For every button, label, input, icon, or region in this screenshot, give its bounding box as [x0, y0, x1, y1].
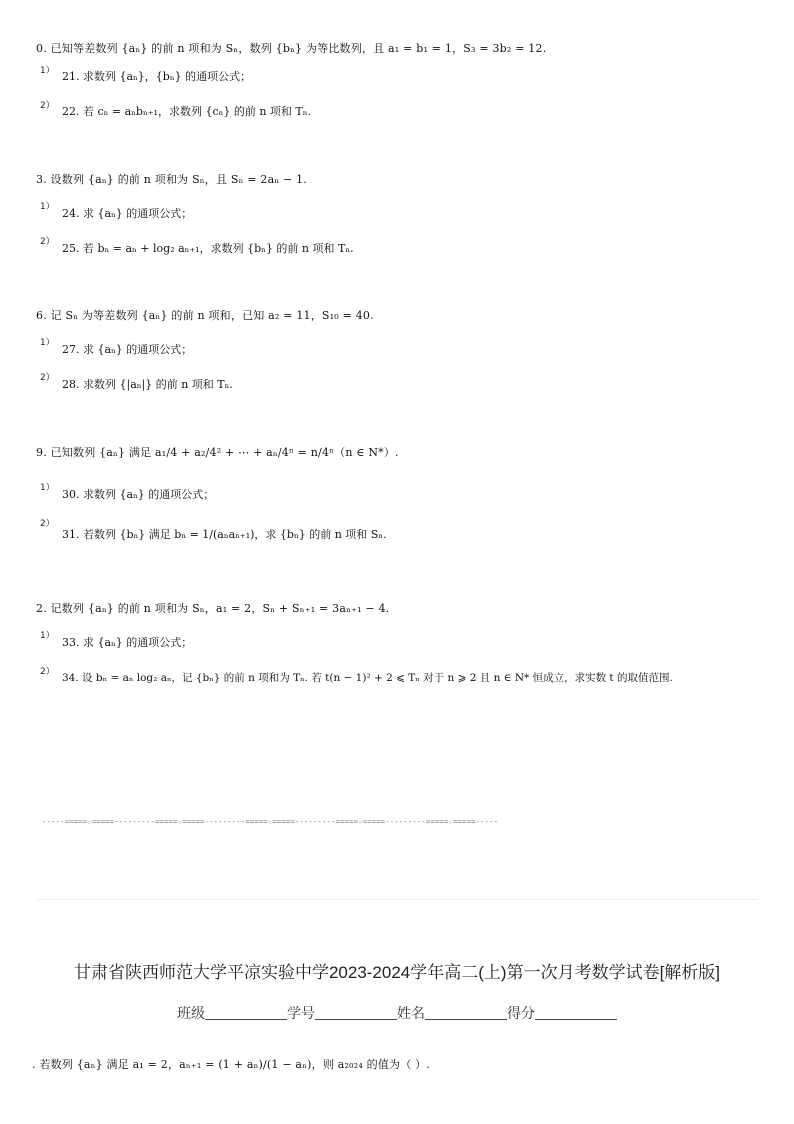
subproblem: 30. 求数列 {aₙ} 的通项公式；	[62, 488, 215, 501]
name-label: 姓名	[397, 1005, 425, 1021]
part-marker: 1）	[40, 202, 55, 212]
problem-stem: . 若数列 {aₙ} 满足 a₁ = 2，aₙ₊₁ = (1 + aₙ)/(1 − aₙ)，则 a₂₀₂₄ 的值为（ ）.	[32, 1058, 431, 1071]
problem-stem: 2. 记数列 {aₙ} 的前 n 项和为 Sₙ，a₁ = 2，Sₙ + Sₙ₊₁ = 3aₙ₊₁ − 4.	[36, 602, 390, 615]
class-blank	[205, 1007, 287, 1020]
divider	[36, 899, 758, 900]
problem-stem: 0. 已知等差数列 {aₙ} 的前 n 项和为 Sₙ，数列 {bₙ} 为等比数列，且 a₁ = b₁ = 1，S₃ = 3b₂ = 12.	[36, 42, 547, 55]
score-blank	[535, 1007, 617, 1020]
part-marker: 1）	[40, 483, 55, 493]
subproblem: 28. 求数列 {|aₙ|} 的前 n 项和 Tₙ.	[62, 378, 233, 391]
part-marker: 2）	[40, 101, 55, 111]
part-marker: 1）	[40, 66, 55, 76]
score-label: 得分	[507, 1005, 535, 1021]
subproblem: 24. 求 {aₙ} 的通项公式；	[62, 207, 193, 220]
problem-stem: 3. 设数列 {aₙ} 的前 n 项和为 Sₙ，且 Sₙ = 2aₙ − 1.	[36, 173, 307, 186]
subproblem: 25. 若 bₙ = aₙ + log₂ aₙ₊₁，求数列 {bₙ} 的前 n 项和 Tₙ.	[62, 242, 354, 255]
decorative-separator: -----=====☆=====---------=====☆=====---------=====☆=====---------=====☆=====---------=====☆=====-----	[42, 817, 499, 826]
subproblem: 31. 若数列 {bₙ} 满足 bₙ = 1/(aₙaₙ₊₁)，求 {bₙ} 的前 n 项和 Sₙ.	[62, 528, 387, 541]
name-blank	[425, 1007, 507, 1020]
part-marker: 2）	[40, 519, 55, 529]
part-marker: 1）	[40, 338, 55, 348]
class-label: 班级	[177, 1005, 205, 1021]
part-marker: 2）	[40, 667, 55, 677]
subproblem: 21. 求数列 {aₙ}，{bₙ} 的通项公式；	[62, 70, 252, 83]
number-blank	[315, 1007, 397, 1020]
part-marker: 1）	[40, 631, 55, 641]
subproblem: 22. 若 cₙ = aₙbₙ₊₁，求数列 {cₙ} 的前 n 项和 Tₙ.	[62, 105, 312, 118]
part-marker: 2）	[40, 373, 55, 383]
problem-stem: 6. 记 Sₙ 为等差数列 {aₙ} 的前 n 项和，已知 a₂ = 11，S₁₀ = 40.	[36, 309, 374, 322]
part-marker: 2）	[40, 237, 55, 247]
subproblem: 34. 设 bₙ = aₙ log₂ aₙ，记 {bₙ} 的前 n 项和为 Tₙ. 若 t(n − 1)² + 2 ⩽ Tₙ 对于 n ⩾ 2 且 n ∈ N* 恒成立，求实数 t 的取值范围.	[62, 672, 673, 684]
student-info-line	[0, 1003, 794, 1023]
subproblem: 33. 求 {aₙ} 的通项公式；	[62, 636, 193, 649]
subproblem: 27. 求 {aₙ} 的通项公式；	[62, 343, 193, 356]
problem-stem: 9. 已知数列 {aₙ} 满足 a₁/4 + a₂/4² + ⋯ + aₙ/4ⁿ = n/4ⁿ（n ∈ N*）.	[36, 446, 399, 459]
number-label: 学号	[287, 1005, 315, 1021]
page-title: 甘肃省陕西师范大学平凉实验中学2023-2024学年高二(上)第一次月考数学试卷[解析版]	[73, 963, 721, 982]
